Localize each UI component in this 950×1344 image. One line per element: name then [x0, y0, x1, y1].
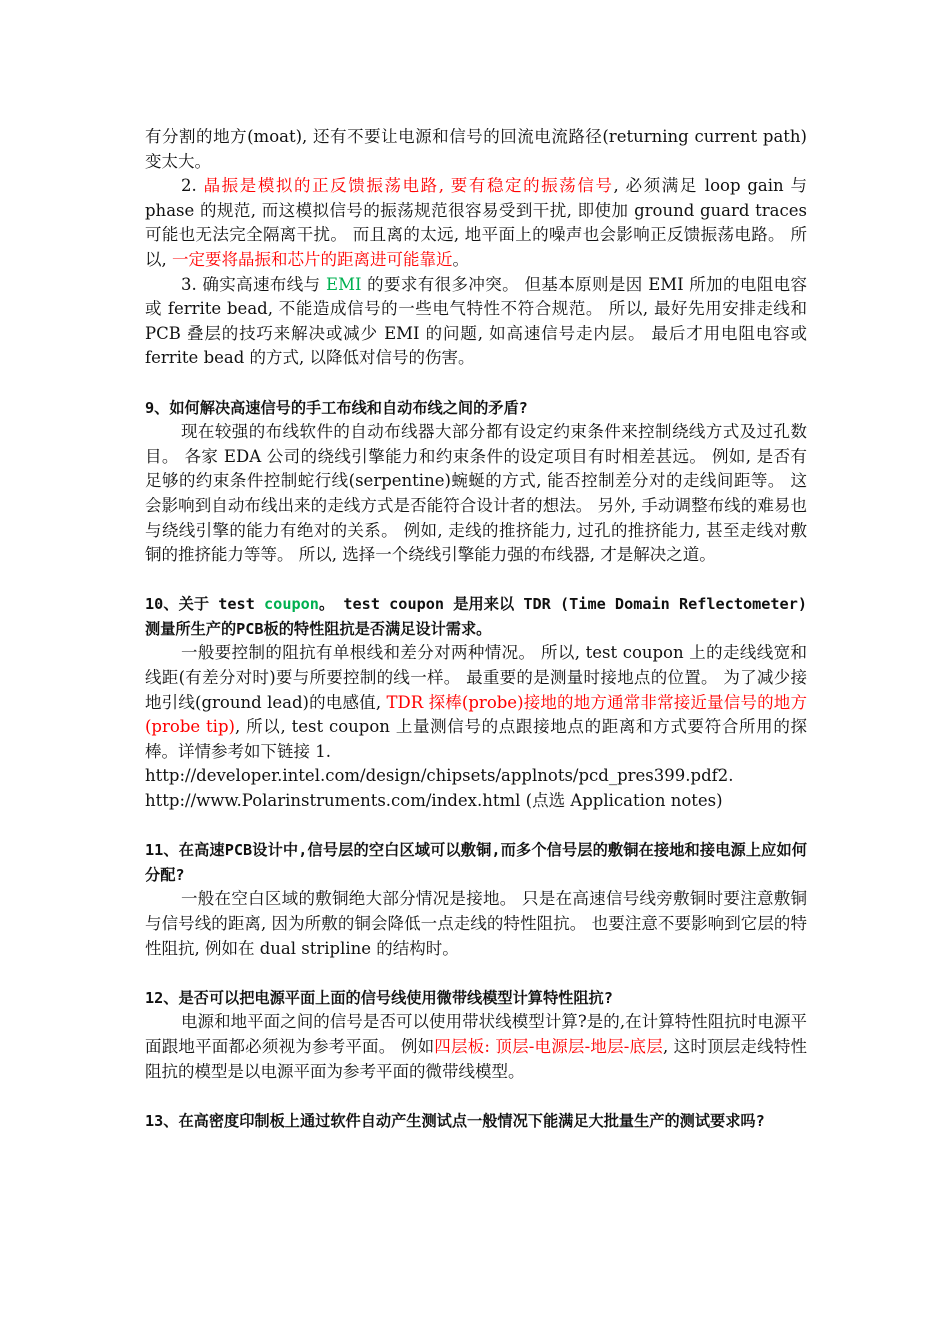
text: , 这时顶层走线特性阻抗的模型是以电源平面为参考平面的微带线模型。 [145, 1036, 808, 1081]
question-heading [145, 592, 807, 641]
paragraph [145, 887, 807, 961]
highlighted-text: 晶振是模拟的正反馈振荡电路, 要有稳定的振荡信号 [203, 176, 614, 196]
question-heading: 12、是否可以把电源平面上面的信号线使用微带线模型计算特性阻抗? [145, 988, 613, 1007]
text: 一般在空白区域的敷铜绝大部分情况是接地。 只是在高速信号线旁敷铜时要注意敷铜与信号线的距离, 因为所敷的铜会降低一点走线的特性阻抗。 也要注意不要影响到它层的特性阻抗, 例如在 dual stripline 的结构时。 [145, 889, 807, 958]
text: , 必须满足 loop gain 与 phase 的规范, 而这模拟信号的振荡规范很容易受到干扰, 即使加 ground guard traces 可能也无法完全隔离干扰。 而且离的太远, 地平面上的噪声也会影响正反馈振荡电路。 所以, [145, 176, 807, 269]
link[interactable]: http://www.Polarinstruments.com/index.html (点选 Application notes) [145, 791, 723, 811]
paragraph [145, 174, 807, 272]
highlighted-text: 四层板: 顶层-电源层-地层-底层 [434, 1036, 663, 1056]
highlighted-text: 一定要将晶振和芯片的距离进可能靠近 [172, 249, 453, 269]
paragraph [145, 420, 807, 568]
text: 有分割的地方(moat), 还有不要让电源和信号的回流电流路径(returning current path)变太大。 [145, 127, 807, 171]
text: 。 test coupon 是用来以 TDR (Time Domain Reflectometer) 测量所生产的PCB板的特性阻抗是否满足设计需求。 [145, 595, 807, 638]
highlighted-text: coupon [264, 595, 319, 614]
text: 。 [452, 249, 469, 269]
text: 一般要控制的阻抗有单根线和差分对两种情况。 所以, test coupon 上的走线线宽和线距(有差分对时)要与所要控制的线一样。 最重要的是测量时接地点的位置。 为了减少接地引线(ground lead)的电感值, [145, 643, 807, 712]
question-heading: 13、在高密度印制板上通过软件自动产生测试点一般情况下能满足大批量生产的测试要求吗? [145, 1111, 765, 1130]
link[interactable]: http://developer.intel.com/design/chipsets/applnots/pcd_pres399.pdf2. [145, 766, 734, 786]
text: 电源和地平面之间的信号是否可以使用带状线模型计算?是的,在计算特性阻抗时电源平面跟地平面都必须视为参考平面。 例如 [145, 1012, 807, 1056]
text: 10、关于 test [145, 595, 265, 614]
text: 3. 确实高速布线与 [181, 274, 327, 294]
document-body [145, 125, 807, 1133]
text: 2. [181, 176, 204, 196]
paragraph [145, 273, 807, 371]
highlighted-text: EMI [326, 274, 362, 294]
paragraph [145, 125, 807, 174]
highlighted-text: TDR 探棒(probe)接地的地方通常非常接近量信号的地方(probe tip) [145, 692, 807, 737]
paragraph [145, 641, 807, 764]
question-heading: 11、在高速PCB设计中,信号层的空白区域可以敷铜,而多个信号层的敷铜在接地和接电源上应如何分配? [145, 841, 807, 884]
paragraph [145, 1010, 807, 1084]
text: 的要求有很多冲突。 但基本原则是因 EMI 所加的电阻电容或 ferrite bead, 不能造成信号的一些电气特性不符合规范。 所以, 最好先用安排走线和 PCB 叠层的技巧来解决或减少 EMI 的问题, 如高速信号走内层。 最后才用电阻电容或 ferrite bead 的方式, 以降低对信号的伤害。 [145, 274, 808, 368]
text: , 所以, test coupon 上量测信号的点跟接地点的距离和方式要符合所用的探棒。详情参考如下链接 1. [145, 717, 807, 761]
text: 现在较强的布线软件的自动布线器大部分都有设定约束条件来控制绕线方式及过孔数目。 各家 EDA 公司的绕线引擎能力和约束条件的设定项目有时相差甚远。 例如, 是否有足够的约束条件控制蛇行线(serpentine)蜿蜒的方式, 能否控制差分对的走线间距等。 这会影响到自动布线出来的走线方式是否能符合设计者的想法。 另外, 手动调整布线的难易也与绕线引擎的能力有绝对的关系。 例如, 走线的推挤能力, 过孔的推挤能力, 甚至走线对敷铜的推挤能力等等。 所以, 选择一个绕线引擎能力强的布线器, 才是解决之道。 [145, 422, 807, 565]
question-heading: 9、如何解决高速信号的手工布线和自动布线之间的矛盾? [145, 398, 528, 417]
